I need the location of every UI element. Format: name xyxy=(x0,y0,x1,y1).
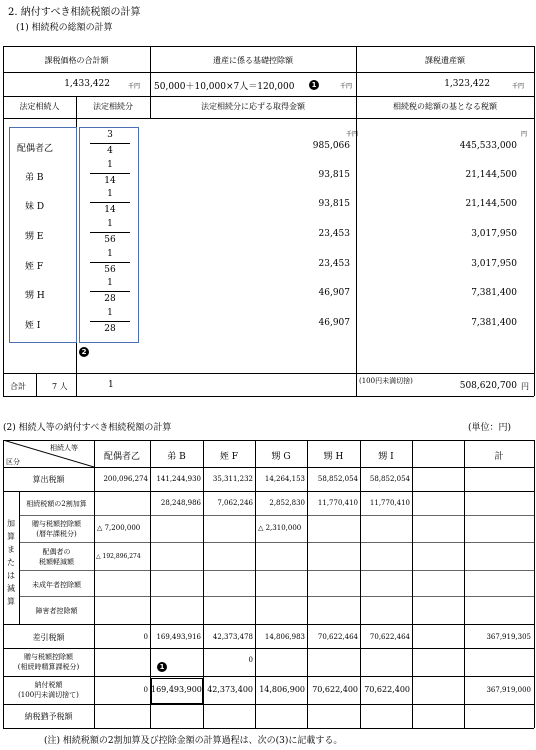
total-price-value: 1,433,422 xyxy=(64,79,110,89)
marker-1-icon: 1 xyxy=(157,662,167,672)
col-header: 姪 F xyxy=(219,452,239,462)
col-header: 甥 G xyxy=(271,452,291,462)
row-label: 税額軽減額 xyxy=(39,558,74,566)
header-total-price: 課税価格の合計額 xyxy=(44,56,109,65)
base-tax-amount: 3,017,950 xyxy=(471,259,517,269)
unit-label: 千円 xyxy=(512,83,525,90)
col-header: 甥 I xyxy=(378,452,394,462)
cell: 14,806,900 xyxy=(259,685,305,694)
total-share: 1 xyxy=(108,380,114,390)
adj-char: 減 xyxy=(7,584,15,593)
share-fraction: 1 28 xyxy=(90,308,130,335)
basic-deduction-formula: 50,000＋10,000×7人＝120,000 xyxy=(154,82,295,92)
header-acquisition: 法定相続分に応ずる取得金額 xyxy=(201,102,305,111)
row-label: 配偶者の xyxy=(42,548,71,556)
footnote: (注) 相続税額の2割加算及び控除金額の計算過程は、次の(3)に記載する。 xyxy=(44,736,343,746)
row-label: 贈与税額控除額 xyxy=(24,653,73,661)
row-label: (暦年課税分) xyxy=(36,530,77,538)
row-label: 贈与税額控除額 xyxy=(32,520,81,528)
cell: △ 192,896,274 xyxy=(96,553,141,560)
marker-2-icon: 2 xyxy=(79,347,89,357)
row-label: 相続税額の2割加算 xyxy=(26,500,87,508)
adj-char: ま xyxy=(7,545,15,554)
row-label: (相続時精算課税分) xyxy=(17,663,80,671)
cell: 42,373,478 xyxy=(212,633,253,641)
cell: 42,373,400 xyxy=(207,685,253,694)
cell: 58,852,054 xyxy=(369,475,410,483)
row-label: 納税猶予税額 xyxy=(24,712,73,721)
corner-heirs-label: 相続人等 xyxy=(50,444,78,452)
adj-char: 算 xyxy=(7,597,15,606)
col-header: 配偶者乙 xyxy=(103,452,140,462)
cell: 70,622,464 xyxy=(369,633,410,641)
base-tax-amount: 7,381,400 xyxy=(471,288,517,298)
base-tax-amount: 21,144,500 xyxy=(465,170,517,180)
row-label: 納付税額 xyxy=(34,681,63,689)
header-taxable-estate: 課税遺産額 xyxy=(425,56,465,65)
unit-label-yen: 円 xyxy=(521,131,528,138)
cell: 0 xyxy=(143,633,148,641)
share-fraction: 1 56 xyxy=(90,219,130,246)
cell: 14,264,153 xyxy=(264,475,305,483)
share-fraction: 1 14 xyxy=(90,160,130,187)
cell: 70,622,400 xyxy=(364,685,410,694)
acquisition-amount: 985,066 xyxy=(312,141,350,151)
total-heir-count: 7 人 xyxy=(52,382,68,391)
base-tax-amount: 7,381,400 xyxy=(471,318,517,328)
base-tax-amount: 445,533,000 xyxy=(459,141,517,151)
adj-char: た xyxy=(7,558,15,567)
cell: 11,770,410 xyxy=(369,499,410,507)
base-tax-amount: 3,017,950 xyxy=(471,229,517,239)
unit-label: 千円 xyxy=(340,83,353,90)
subsection-title-2: (2) 相続人等の納付すべき相続税額の計算 xyxy=(3,423,172,433)
share-fraction: 1 14 xyxy=(90,189,130,216)
col-header: 甥 H xyxy=(323,452,344,462)
acquisition-amount: 46,907 xyxy=(318,318,350,328)
cell: 28,248,986 xyxy=(160,499,201,507)
header-share: 法定相続分 xyxy=(93,102,133,111)
row-label: 差引税額 xyxy=(32,633,65,642)
adj-char: 加 xyxy=(7,519,15,528)
col-header-total: 計 xyxy=(494,452,504,462)
acquisition-amount: 23,453 xyxy=(318,259,350,269)
base-tax-amount: 21,144,500 xyxy=(465,199,517,209)
cell: 11,770,410 xyxy=(317,499,358,507)
cell: 70,622,464 xyxy=(317,633,358,641)
cell: 7,062,246 xyxy=(217,499,253,507)
unit-label: 千円 xyxy=(346,131,359,138)
acquisition-amount: 46,907 xyxy=(318,288,350,298)
subsection-title-1: (1) 相続税の総額の計算 xyxy=(16,23,113,33)
cell-total: 367,919,305 xyxy=(486,633,531,641)
acquisition-amount: 93,815 xyxy=(318,170,350,180)
row-label: 算出税額 xyxy=(32,475,65,484)
cell: △ 7,200,000 xyxy=(97,524,141,532)
header-heir: 法定相続人 xyxy=(19,102,60,111)
heir-name: 姪 I xyxy=(25,321,41,331)
acquisition-amount: 23,453 xyxy=(318,229,350,239)
row-label: (100円未満切捨て) xyxy=(18,691,79,699)
share-fraction: 3 4 xyxy=(90,130,130,157)
marker-1-icon: 1 xyxy=(309,80,319,90)
cell: 58,852,054 xyxy=(317,475,358,483)
cell-total: 367,919,000 xyxy=(486,686,531,694)
cell: 2,852,830 xyxy=(269,499,305,507)
acquisition-amount: 93,815 xyxy=(318,199,350,209)
share-fraction: 1 28 xyxy=(90,278,130,305)
col-header: 弟 B xyxy=(167,452,186,462)
heir-name: 姪 F xyxy=(25,262,44,272)
adj-char: は xyxy=(7,571,15,580)
share-fraction: 1 56 xyxy=(90,249,130,276)
heir-name: 弟 B xyxy=(25,173,44,183)
cell: △ 2,310,000 xyxy=(258,524,302,532)
adj-char: 算 xyxy=(7,532,15,541)
heir-name: 配偶者乙 xyxy=(17,144,54,154)
cell: 169,493,916 xyxy=(156,633,201,641)
rounding-note: (100円未満切捨) xyxy=(359,377,413,385)
header-base-tax: 相続税の総額の基となる税額 xyxy=(393,102,497,111)
header-basic-deduction: 遺産に係る基礎控除額 xyxy=(213,56,293,65)
heir-name: 甥 E xyxy=(25,232,44,242)
corner-category-label: 区分 xyxy=(6,458,20,466)
total-tax-amount: 508,620,700 xyxy=(459,381,517,391)
total-label: 合計 xyxy=(10,382,26,391)
heir-name: 甥 H xyxy=(25,291,45,301)
section-title: 2. 納付すべき相続税額の計算 xyxy=(8,7,141,18)
unit-label-yen: 円 xyxy=(521,382,529,391)
cell: 141,244,930 xyxy=(156,475,201,483)
cell: 70,622,400 xyxy=(312,685,358,694)
row-label: 未成年者控除額 xyxy=(32,581,81,589)
unit-label: 千円 xyxy=(128,83,141,90)
taxable-estate-value: 1,323,422 xyxy=(444,79,490,89)
heir-name: 妹 D xyxy=(25,202,45,212)
unit-note: (単位：円) xyxy=(468,423,512,433)
cell: 14,806,983 xyxy=(264,633,305,641)
cell: 200,096,274 xyxy=(103,475,148,483)
row-label: 障害者控除額 xyxy=(35,607,78,615)
cell: 0 xyxy=(248,656,253,664)
cell: 169,493,900 xyxy=(151,685,202,694)
cell: 0 xyxy=(143,686,148,694)
cell: 35,311,232 xyxy=(212,475,253,483)
